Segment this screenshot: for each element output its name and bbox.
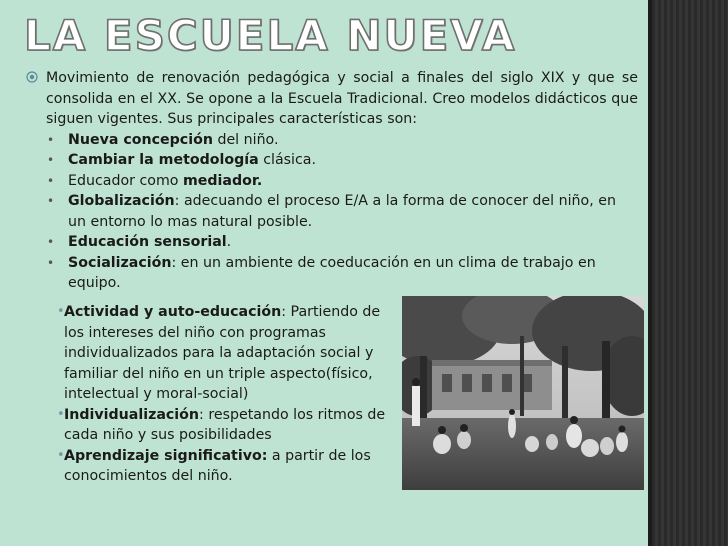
school-photo-image <box>402 296 644 490</box>
secondary-list <box>30 302 402 487</box>
intro-text: Movimiento de renovación pedagógica y social a finales del siglo XIX y que se consolida en el XX. Se opone a la Escuela Tradicional. Creo modelos didácticos que siguen vigentes. Sus principales características son: <box>46 70 638 127</box>
item-text: : Partiendo de los intereses del niño con programas individualizados para la adaptación social y familiar del niño en un triple aspecto(físico, intelectual y moral-social) <box>64 304 381 402</box>
school-photo <box>402 296 644 490</box>
bullet-dot-icon: • <box>47 255 55 270</box>
list-item <box>28 191 638 232</box>
bullet-dot-icon: • <box>57 304 65 319</box>
decorative-sidebar <box>652 0 728 546</box>
list-item <box>30 405 402 446</box>
bullet-dot-icon: • <box>47 173 55 188</box>
item-bold: Actividad y auto-educación <box>64 304 282 320</box>
slide-title: LA ESCUELA NUEVA <box>24 11 517 60</box>
item-prefix: Educador como <box>68 172 183 189</box>
item-text: . <box>226 234 232 250</box>
item-bold: Globalización <box>68 193 175 209</box>
bullet-dot-icon: • <box>57 447 65 463</box>
item-text: del niño. <box>212 131 279 148</box>
list-item <box>28 150 638 171</box>
list-item <box>28 253 638 294</box>
bullet-dot-icon: • <box>57 406 65 422</box>
list-item <box>30 302 402 405</box>
item-bold: Aprendizaje significativo: <box>64 447 268 464</box>
bullet-dot-icon: • <box>47 235 55 249</box>
item-bold: mediador. <box>182 172 263 189</box>
item-text: : respetando los ritmos de cada niño y sus posibilidades <box>64 406 386 443</box>
target-bullet-icon <box>26 71 38 83</box>
item-bold: Cambiar la metodología <box>68 152 259 168</box>
slide-content <box>28 68 638 294</box>
item-bold: Nueva concepción <box>68 131 213 148</box>
list-item <box>28 171 638 192</box>
intro-bullet <box>28 68 638 130</box>
characteristics-list <box>28 130 638 294</box>
item-bold: Individualización <box>64 406 200 423</box>
bullet-dot-icon: • <box>47 132 55 147</box>
item-text: clásica. <box>258 152 317 168</box>
bullet-dot-icon: • <box>47 194 55 208</box>
item-bold: Socialización <box>68 254 172 271</box>
item-text: a partir de los conocimientos del niño. <box>64 447 371 484</box>
item-text: : en un ambiente de coeducación en un clima de trabajo en equipo. <box>68 254 596 291</box>
list-item <box>28 232 638 253</box>
list-item <box>28 130 638 151</box>
item-text: : adecuando el proceso E/A a la forma de conocer del niño, en un entorno lo mas natural posible. <box>68 193 616 230</box>
list-item <box>30 446 402 487</box>
item-bold: Educación sensorial <box>68 234 227 250</box>
bullet-dot-icon: • <box>47 153 55 167</box>
